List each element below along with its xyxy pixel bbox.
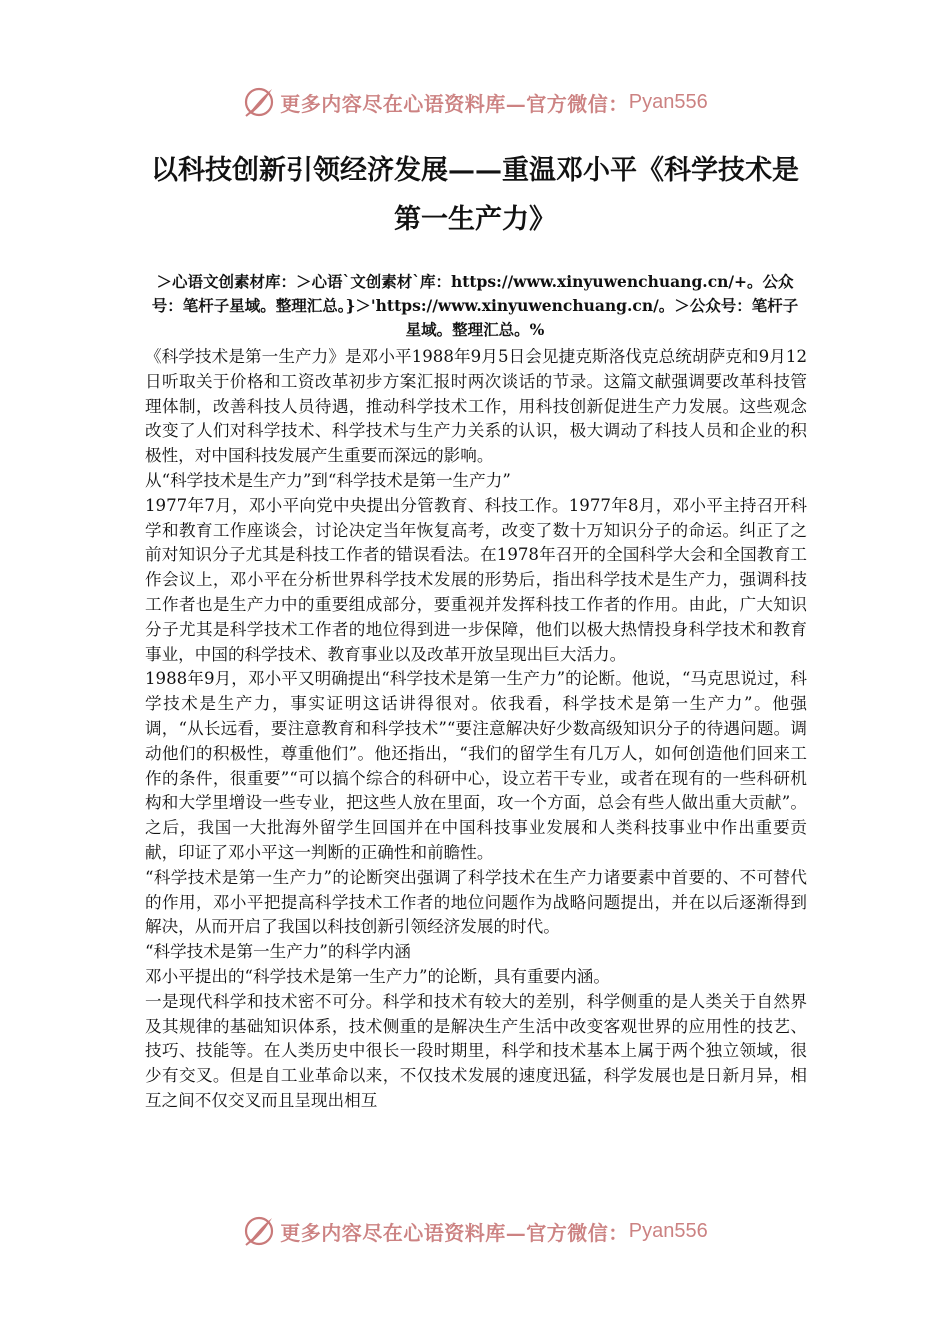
paragraph: 邓小平提出的“科学技术是第一生产力”的论断，具有重要内涵。 — [145, 966, 610, 986]
paragraph: 1988年9月，邓小平又明确提出“科学技术是第一生产力”的论断。他说，“马克思说过，科学技术是生产力，事实证明这话讲得很对。依我看，科学技术是第一生产力”。他强调，“从长远看，要注意教育和科学技术”“要注意解决好少数高级知识分子的待遇问题。调动他们的积极性，尊重他们”。他还指出，“我们的留学生有几万人，如何创造他们回来工作的条件，很重要”“可以搞个综合的科研中心，设立若干专业，或者在现有的一些科研机构和大学里增设一些专业，把这些人放在里面，攻一个方面，总会有些人做出重大贡献”。之后，我国一大批海外留学生回国并在中国科技事业发展和人类科技事业中作出重要贡献，印证了邓小平这一判断的正确性和前瞻性。 — [145, 669, 807, 862]
banner-text: 更多内容尽在心语资料库—官方微信： — [280, 91, 629, 116]
footer-banner[interactable] — [0, 1211, 950, 1251]
banner-text: 更多内容尽在心语资料库—官方微信： — [280, 1220, 629, 1245]
header-banner[interactable] — [0, 82, 950, 122]
paragraph: 1977年7月，邓小平向党中央提出分管教育、科技工作。1977年8月，邓小平主持召开科学和教育工作座谈会，讨论决定当年恢复高考，改变了数十万知识分子的命运。纠正了之前对知识分子尤其是科技工作者的错误看法。在1978年召开的全国科学大会和全国教育工作会议上，邓小平在分析世界科学技术发展的形势后，指出科学技术是生产力，强调科技工作者也是生产力中的重要组成部分，要重视并发挥科技工作者的作用。由此，广大知识分子尤其是科学技术工作者的地位得到进一步保障，他们以极大热情投身科学技术和教育事业，中国的科学技术、教育事业以及改革开放呈现出巨大活力。 — [145, 495, 807, 664]
section-heading: “科学技术是第一生产力”的科学内涵 — [145, 942, 411, 962]
quill-logo-icon — [242, 1214, 276, 1248]
banner-wechat-id: Pyan556 — [628, 1219, 708, 1242]
article-title: 以科技创新引领经济发展——重温邓小平《科学技术是第一生产力》 — [151, 155, 799, 235]
article-body — [145, 345, 807, 1114]
quill-logo-icon — [242, 85, 276, 119]
source-note: ＞心语文创素材库：＞心语`文创素材`库：https://www.xinyuwenchuang.cn/+。公众号：笔杆子星域。整理汇总。}＞'https://www.xinyuwenchuang.cn/。＞公众号：笔杆子星域。整理汇总。% — [151, 272, 799, 339]
banner-wechat-id: Pyan556 — [628, 90, 708, 113]
paragraph: 《科学技术是第一生产力》是邓小平1988年9月5日会见捷克斯洛伐克总统胡萨克和9月12日听取关于价格和工资改革初步方案汇报时两次谈话的节录。这篇文献强调要改革科技管理体制，改善科技人员待遇，推动科学技术工作，用科技创新促进生产力发展。这些观念改变了人们对科学技术、科学技术与生产力关系的认识，极大调动了科技人员和企业的积极性，对中国科技发展产生重要而深远的影响。 — [145, 347, 807, 466]
section-heading: 从“科学技术是生产力”到“科学技术是第一生产力” — [145, 470, 511, 490]
paragraph: “科学技术是第一生产力”的论断突出强调了科学技术在生产力诸要素中首要的、不可替代的作用，邓小平把提高科学技术工作者的地位问题作为战略问题提出，并在以后逐渐得到解决，从而开启了我国以科技创新引领经济发展的时代。 — [145, 867, 807, 937]
paragraph: 一是现代科学和技术密不可分。科学和技术有较大的差别，科学侧重的是人类关于自然界及其规律的基础知识体系，技术侧重的是解决生产生活中改变客观世界的应用性的技艺、技巧、技能等。在人类历史中很长一段时期里，科学和技术基本上属于两个独立领域，很少有交叉。但是自工业革命以来，不仅技术发展的速度迅猛，科学发展也是日新月异，相互之间不仅交叉而且呈现出相互 — [145, 991, 807, 1110]
